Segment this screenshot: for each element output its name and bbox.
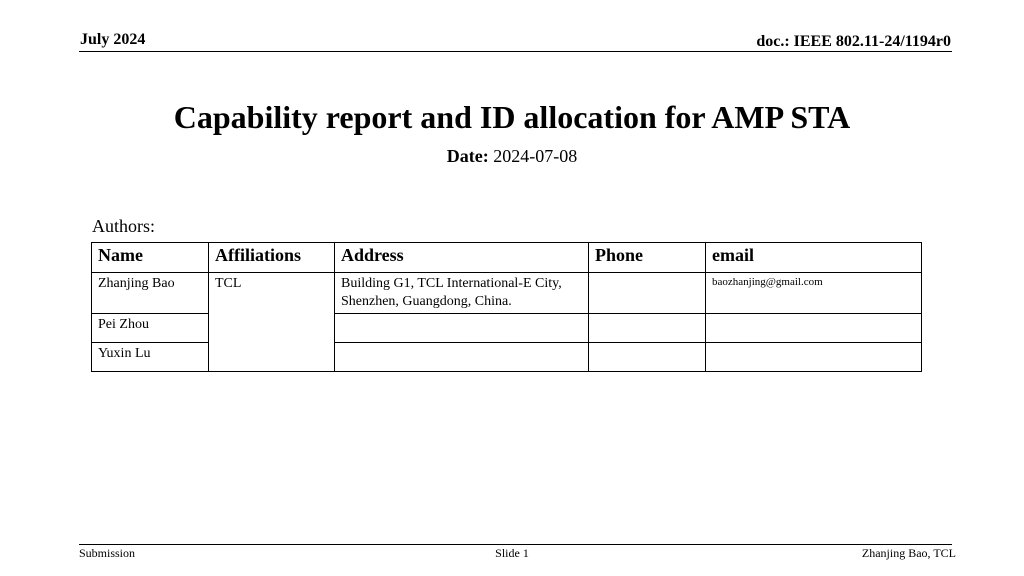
table-row bbox=[92, 273, 922, 314]
author-address-cell bbox=[335, 343, 589, 372]
footer-author: Zhanjing Bao, TCL bbox=[861, 546, 956, 560]
column-header-affiliations: Affiliations bbox=[209, 243, 335, 273]
header-divider bbox=[79, 51, 952, 52]
column-header-address: Address bbox=[335, 243, 589, 273]
author-name-cell: Zhanjing Bao bbox=[92, 273, 209, 314]
column-header-phone: Phone bbox=[589, 243, 706, 273]
footer-slide-number: Slide 1 bbox=[495, 546, 529, 560]
column-header-email: email bbox=[706, 243, 922, 273]
header-date: July 2024 bbox=[80, 31, 146, 48]
authors-label: Authors: bbox=[92, 216, 155, 236]
author-email-cell bbox=[706, 314, 922, 343]
author-name-cell: Yuxin Lu bbox=[92, 343, 209, 372]
date-label: Date: bbox=[446, 146, 489, 166]
footer-submission: Submission bbox=[79, 546, 136, 560]
date-value: 2024-07-08 bbox=[493, 146, 578, 166]
author-email-cell bbox=[706, 343, 922, 372]
author-affiliation-cell: TCL bbox=[209, 273, 335, 372]
authors-table bbox=[91, 242, 922, 372]
author-address-cell: Building G1, TCL International-E City, Shenzhen, Guangdong, China. bbox=[335, 273, 589, 314]
author-phone-cell bbox=[589, 343, 706, 372]
date-line bbox=[0, 146, 1024, 167]
footer-divider bbox=[79, 544, 952, 545]
author-phone-cell bbox=[589, 273, 706, 314]
author-address-cell bbox=[335, 314, 589, 343]
table-header-row bbox=[92, 243, 922, 273]
column-header-name: Name bbox=[92, 243, 209, 273]
header-doc-id: doc.: IEEE 802.11-24/1194r0 bbox=[756, 33, 951, 50]
author-email-cell: baozhanjing@gmail.com bbox=[706, 273, 922, 314]
slide-title: Capability report and ID allocation for AMP STA bbox=[173, 99, 851, 135]
author-phone-cell bbox=[589, 314, 706, 343]
author-name-cell: Pei Zhou bbox=[92, 314, 209, 343]
